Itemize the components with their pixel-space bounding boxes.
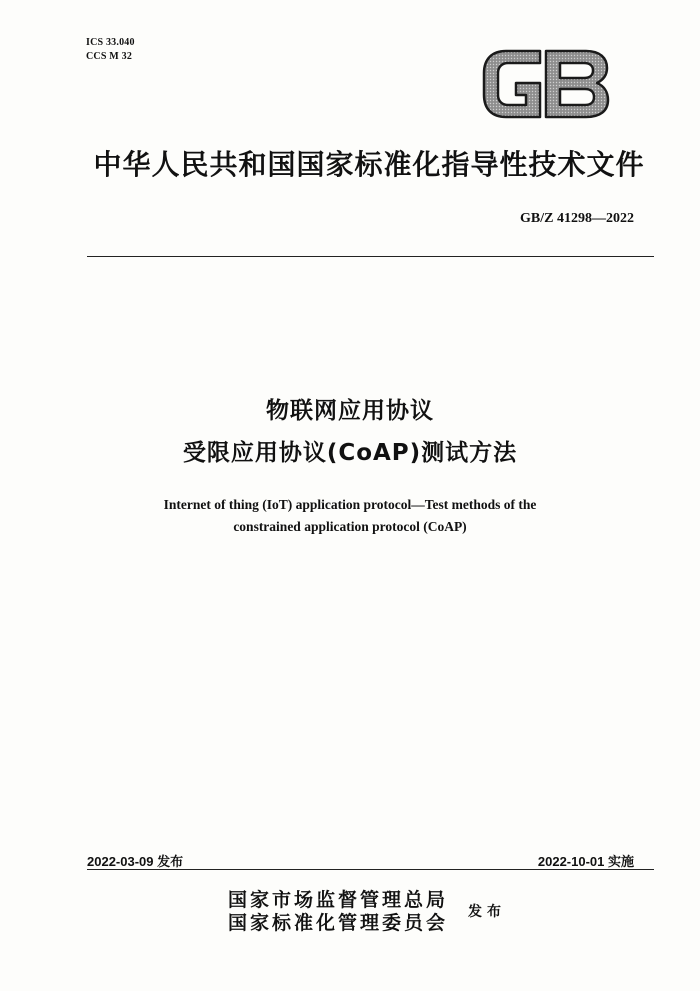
gb-logo-letter-b	[546, 51, 608, 117]
issue-date: 2022-03-09 发布	[87, 854, 184, 869]
standard-category-title: 中华人民共和国国家标准化指导性技术文件	[93, 148, 645, 181]
english-title-line-2: constrained application protocol (CoAP)	[233, 519, 467, 534]
gb-logo	[480, 45, 612, 123]
chinese-title-line-1: 物联网应用协议	[266, 398, 434, 424]
gb-logo-letter-g	[484, 51, 540, 117]
header-divider	[87, 256, 654, 257]
english-title-line-1: Internet of thing (IoT) application protocol—Test methods of the	[163, 497, 537, 512]
classification-codes	[86, 36, 135, 64]
issuing-org-sac: 国家标准化管理委员会	[228, 912, 449, 934]
footer-divider	[87, 869, 654, 870]
publish-label: 发布	[468, 904, 506, 920]
issuing-org-samr: 国家市场监督管理总局	[228, 889, 449, 911]
issuing-organizations	[228, 889, 448, 935]
ics-code: ICS 33.040	[86, 37, 135, 48]
chinese-title-line-2: 受限应用协议(CoAP)测试方法	[182, 440, 518, 466]
implementation-date: 2022-10-01 实施	[537, 854, 634, 869]
ccs-code: CCS M 32	[86, 51, 133, 62]
standard-number: GB/Z 41298—2022	[520, 211, 634, 226]
